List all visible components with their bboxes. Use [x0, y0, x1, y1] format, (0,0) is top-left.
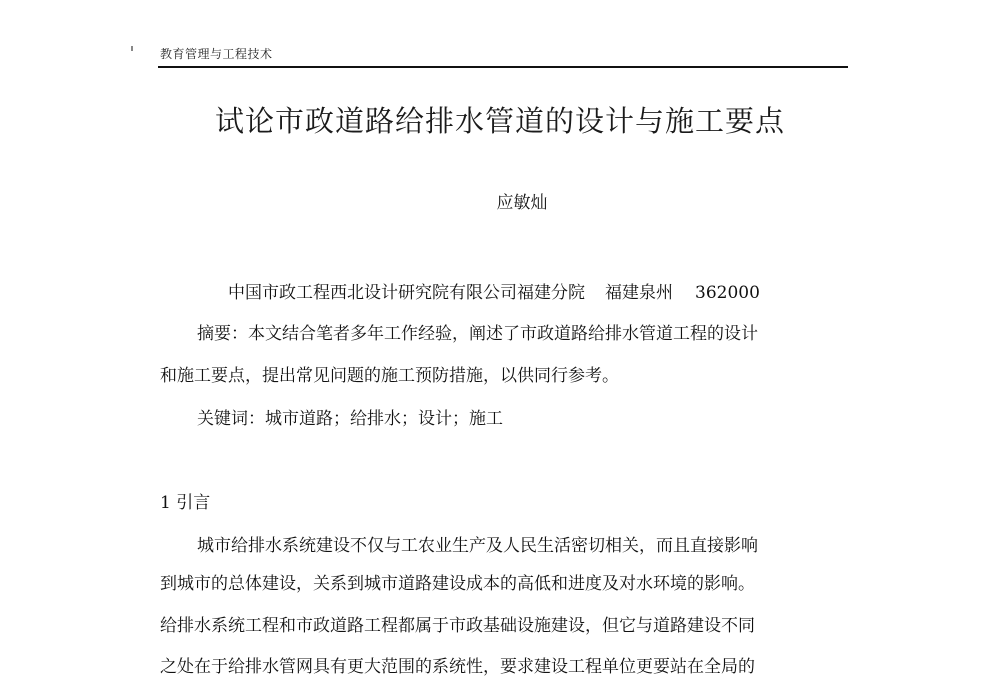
affiliation — [228, 281, 760, 305]
margin-mark — [131, 46, 133, 51]
article-title: 试论市政道路给排水管道的设计与施工要点 — [214, 104, 785, 138]
keywords: 关键词：城市道路；给排水；设计；施工 — [197, 409, 503, 429]
author-name: 应敏灿 — [496, 193, 548, 213]
body-line-2: 到城市的总体建设，关系到城市道路建设成本的高低和进度及对水环境的影响。 — [160, 574, 755, 594]
header-rule — [158, 66, 848, 68]
affiliation-postcode: 362000 — [695, 283, 760, 303]
body-line-3: 给排水系统工程和市政道路工程都属于市政基础设施建设，但它与道路建设不同 — [160, 616, 755, 636]
body-line-4: 之处在于给排水管网具有更大范围的系统性，要求建设工程单位更要站在全局的 — [160, 657, 755, 677]
abstract-line-1: 摘要：本文结合笔者多年工作经验，阐述了市政道路给排水管道工程的设计 — [197, 324, 758, 344]
body-line-1: 城市给排水系统建设不仅与工农业生产及人民生活密切相关，而且直接影响 — [197, 536, 758, 556]
abstract-line-2: 和施工要点，提出常见问题的施工预防措施，以供同行参考。 — [160, 366, 619, 386]
affiliation-location: 福建泉州 — [605, 283, 673, 303]
section-heading: 1 引言 — [160, 493, 211, 513]
journal-name: 教育管理与工程技术 — [160, 47, 273, 61]
affiliation-institution: 中国市政工程西北设计研究院有限公司福建分院 — [228, 283, 585, 303]
